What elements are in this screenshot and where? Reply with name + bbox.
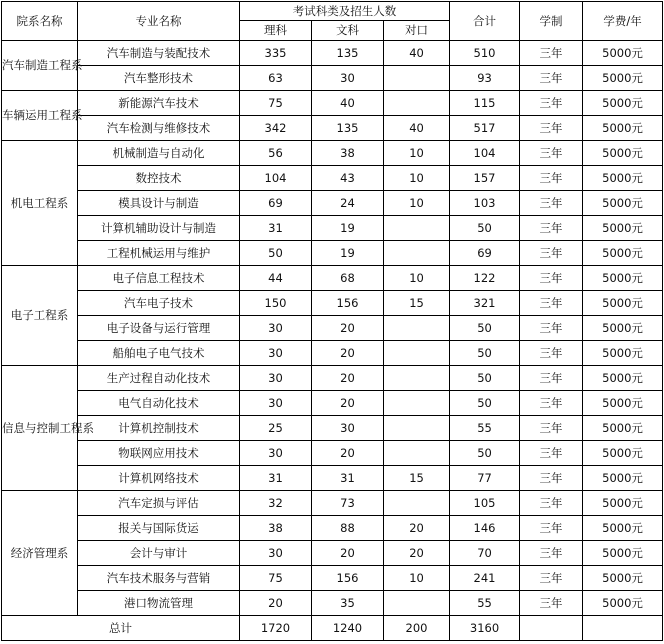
major-name: 电子信息工程技术 <box>78 266 240 291</box>
row-total: 115 <box>450 91 520 116</box>
tuition: 5000元 <box>583 316 663 341</box>
header-major: 专业名称 <box>78 2 240 41</box>
tuition: 5000元 <box>583 366 663 391</box>
tuition: 5000元 <box>583 441 663 466</box>
duration: 三年 <box>520 466 583 491</box>
major-name: 机械制造与自动化 <box>78 141 240 166</box>
tuition: 5000元 <box>583 516 663 541</box>
tuition: 5000元 <box>583 291 663 316</box>
tuition: 5000元 <box>583 266 663 291</box>
duration: 三年 <box>520 366 583 391</box>
enrollment-plan-table <box>1 1 663 641</box>
vocational-count <box>384 491 450 516</box>
duration: 三年 <box>520 441 583 466</box>
major-name: 汽车检测与维修技术 <box>78 116 240 141</box>
major-name: 计算机控制技术 <box>78 416 240 441</box>
tuition: 5000元 <box>583 191 663 216</box>
arts-count: 35 <box>312 591 384 616</box>
header-exam-group: 考试科类及招生人数 <box>240 2 450 21</box>
arts-count: 38 <box>312 141 384 166</box>
arts-count: 20 <box>312 341 384 366</box>
arts-count: 156 <box>312 566 384 591</box>
table-row <box>2 241 663 266</box>
tuition: 5000元 <box>583 416 663 441</box>
major-name: 数控技术 <box>78 166 240 191</box>
arts-count: 156 <box>312 291 384 316</box>
tuition: 5000元 <box>583 341 663 366</box>
science-count: 30 <box>240 391 312 416</box>
major-name: 计算机辅助设计与制造 <box>78 216 240 241</box>
arts-count: 20 <box>312 316 384 341</box>
row-total: 321 <box>450 291 520 316</box>
row-total: 55 <box>450 416 520 441</box>
table-row <box>2 91 663 116</box>
major-name: 会计与审计 <box>78 541 240 566</box>
summary-duration-empty <box>520 616 583 641</box>
science-count: 150 <box>240 291 312 316</box>
table-row <box>2 391 663 416</box>
major-name: 船舶电子电气技术 <box>78 341 240 366</box>
vocational-count <box>384 241 450 266</box>
header-college: 院系名称 <box>2 2 78 41</box>
row-total: 510 <box>450 41 520 66</box>
major-name: 计算机网络技术 <box>78 466 240 491</box>
table-row <box>2 541 663 566</box>
duration: 三年 <box>520 66 583 91</box>
duration: 三年 <box>520 566 583 591</box>
duration: 三年 <box>520 416 583 441</box>
header-science: 理科 <box>240 21 312 41</box>
science-count: 38 <box>240 516 312 541</box>
vocational-count <box>384 341 450 366</box>
duration: 三年 <box>520 491 583 516</box>
arts-count: 19 <box>312 241 384 266</box>
arts-count: 40 <box>312 91 384 116</box>
table-row <box>2 141 663 166</box>
row-total: 77 <box>450 466 520 491</box>
science-count: 335 <box>240 41 312 66</box>
science-count: 30 <box>240 341 312 366</box>
vocational-count <box>384 91 450 116</box>
table-row <box>2 416 663 441</box>
tuition: 5000元 <box>583 116 663 141</box>
major-name: 电气自动化技术 <box>78 391 240 416</box>
vocational-count: 20 <box>384 541 450 566</box>
arts-count: 20 <box>312 391 384 416</box>
row-total: 69 <box>450 241 520 266</box>
duration: 三年 <box>520 241 583 266</box>
duration: 三年 <box>520 41 583 66</box>
row-total: 104 <box>450 141 520 166</box>
vocational-count: 15 <box>384 291 450 316</box>
college-name: 信息与控制工程系 <box>2 366 78 491</box>
science-count: 44 <box>240 266 312 291</box>
row-total: 105 <box>450 491 520 516</box>
row-total: 50 <box>450 216 520 241</box>
summary-label: 总计 <box>2 616 240 641</box>
science-count: 30 <box>240 441 312 466</box>
row-total: 50 <box>450 366 520 391</box>
arts-count: 68 <box>312 266 384 291</box>
table-row <box>2 191 663 216</box>
tuition: 5000元 <box>583 491 663 516</box>
arts-count: 20 <box>312 541 384 566</box>
arts-count: 135 <box>312 41 384 66</box>
arts-count: 73 <box>312 491 384 516</box>
science-count: 31 <box>240 216 312 241</box>
major-name: 模具设计与制造 <box>78 191 240 216</box>
arts-count: 43 <box>312 166 384 191</box>
arts-count: 135 <box>312 116 384 141</box>
row-total: 122 <box>450 266 520 291</box>
science-count: 32 <box>240 491 312 516</box>
summary-row <box>2 616 663 641</box>
duration: 三年 <box>520 141 583 166</box>
row-total: 70 <box>450 541 520 566</box>
table-row <box>2 366 663 391</box>
science-count: 30 <box>240 366 312 391</box>
major-name: 汽车定损与评估 <box>78 491 240 516</box>
tuition: 5000元 <box>583 566 663 591</box>
vocational-count: 10 <box>384 566 450 591</box>
tuition: 5000元 <box>583 541 663 566</box>
vocational-count: 40 <box>384 116 450 141</box>
duration: 三年 <box>520 166 583 191</box>
science-count: 50 <box>240 241 312 266</box>
tuition: 5000元 <box>583 466 663 491</box>
header-duration: 学制 <box>520 2 583 41</box>
arts-count: 19 <box>312 216 384 241</box>
row-total: 50 <box>450 441 520 466</box>
table-row <box>2 316 663 341</box>
vocational-count <box>384 316 450 341</box>
major-name: 物联网应用技术 <box>78 441 240 466</box>
science-count: 104 <box>240 166 312 191</box>
vocational-count <box>384 416 450 441</box>
vocational-count: 40 <box>384 41 450 66</box>
science-count: 63 <box>240 66 312 91</box>
row-total: 103 <box>450 191 520 216</box>
table-row <box>2 441 663 466</box>
row-total: 146 <box>450 516 520 541</box>
table-row <box>2 66 663 91</box>
vocational-count <box>384 66 450 91</box>
college-name: 电子工程系 <box>2 266 78 366</box>
duration: 三年 <box>520 391 583 416</box>
vocational-count <box>384 216 450 241</box>
major-name: 新能源汽车技术 <box>78 91 240 116</box>
duration: 三年 <box>520 216 583 241</box>
table-row <box>2 341 663 366</box>
arts-count: 31 <box>312 466 384 491</box>
summary-total: 3160 <box>450 616 520 641</box>
science-count: 75 <box>240 566 312 591</box>
duration: 三年 <box>520 191 583 216</box>
row-total: 157 <box>450 166 520 191</box>
major-name: 港口物流管理 <box>78 591 240 616</box>
table-row <box>2 41 663 66</box>
duration: 三年 <box>520 341 583 366</box>
science-count: 25 <box>240 416 312 441</box>
duration: 三年 <box>520 591 583 616</box>
row-total: 241 <box>450 566 520 591</box>
arts-count: 30 <box>312 416 384 441</box>
table-row <box>2 216 663 241</box>
table-row <box>2 566 663 591</box>
college-name: 经济管理系 <box>2 491 78 616</box>
major-name: 工程机械运用与维护 <box>78 241 240 266</box>
duration: 三年 <box>520 541 583 566</box>
row-total: 55 <box>450 591 520 616</box>
major-name: 电子设备与运行管理 <box>78 316 240 341</box>
table-row <box>2 591 663 616</box>
table-row <box>2 116 663 141</box>
table-row <box>2 291 663 316</box>
arts-count: 30 <box>312 66 384 91</box>
college-name: 车辆运用工程系 <box>2 91 78 141</box>
tuition: 5000元 <box>583 91 663 116</box>
duration: 三年 <box>520 291 583 316</box>
vocational-count: 15 <box>384 466 450 491</box>
vocational-count: 20 <box>384 516 450 541</box>
duration: 三年 <box>520 116 583 141</box>
major-name: 报关与国际货运 <box>78 516 240 541</box>
summary-science: 1720 <box>240 616 312 641</box>
arts-count: 20 <box>312 366 384 391</box>
tuition: 5000元 <box>583 141 663 166</box>
row-total: 50 <box>450 316 520 341</box>
header-total: 合计 <box>450 2 520 41</box>
row-total: 93 <box>450 66 520 91</box>
vocational-count <box>384 441 450 466</box>
science-count: 75 <box>240 91 312 116</box>
table-row <box>2 266 663 291</box>
arts-count: 20 <box>312 441 384 466</box>
science-count: 30 <box>240 316 312 341</box>
vocational-count: 10 <box>384 141 450 166</box>
row-total: 50 <box>450 391 520 416</box>
science-count: 342 <box>240 116 312 141</box>
table-row <box>2 466 663 491</box>
college-name: 汽车制造工程系 <box>2 41 78 91</box>
tuition: 5000元 <box>583 591 663 616</box>
vocational-count: 10 <box>384 191 450 216</box>
science-count: 69 <box>240 191 312 216</box>
science-count: 20 <box>240 591 312 616</box>
major-name: 生产过程自动化技术 <box>78 366 240 391</box>
science-count: 31 <box>240 466 312 491</box>
summary-tuition-empty <box>583 616 663 641</box>
arts-count: 24 <box>312 191 384 216</box>
table-row <box>2 516 663 541</box>
table-row <box>2 491 663 516</box>
row-total: 50 <box>450 341 520 366</box>
duration: 三年 <box>520 516 583 541</box>
duration: 三年 <box>520 316 583 341</box>
table-row <box>2 166 663 191</box>
duration: 三年 <box>520 266 583 291</box>
vocational-count: 10 <box>384 166 450 191</box>
header-arts: 文科 <box>312 21 384 41</box>
tuition: 5000元 <box>583 41 663 66</box>
tuition: 5000元 <box>583 391 663 416</box>
arts-count: 88 <box>312 516 384 541</box>
tuition: 5000元 <box>583 216 663 241</box>
row-total: 517 <box>450 116 520 141</box>
header-vocational: 对口 <box>384 21 450 41</box>
summary-arts: 1240 <box>312 616 384 641</box>
major-name: 汽车制造与装配技术 <box>78 41 240 66</box>
tuition: 5000元 <box>583 241 663 266</box>
vocational-count <box>384 591 450 616</box>
vocational-count <box>384 391 450 416</box>
tuition: 5000元 <box>583 66 663 91</box>
vocational-count: 10 <box>384 266 450 291</box>
college-name: 机电工程系 <box>2 141 78 266</box>
tuition: 5000元 <box>583 166 663 191</box>
summary-vocational: 200 <box>384 616 450 641</box>
major-name: 汽车整形技术 <box>78 66 240 91</box>
vocational-count <box>384 366 450 391</box>
science-count: 30 <box>240 541 312 566</box>
major-name: 汽车技术服务与营销 <box>78 566 240 591</box>
header-tuition: 学费/年 <box>583 2 663 41</box>
major-name: 汽车电子技术 <box>78 291 240 316</box>
duration: 三年 <box>520 91 583 116</box>
science-count: 56 <box>240 141 312 166</box>
